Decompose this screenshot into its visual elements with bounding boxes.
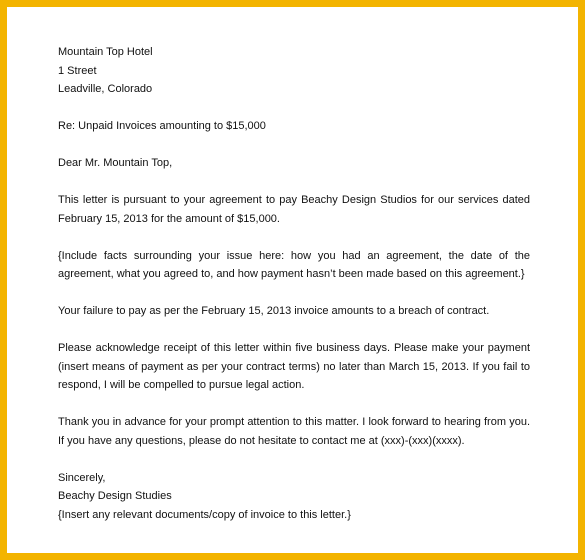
closing-company: Beachy Design Studies — [58, 490, 172, 502]
salutation: Dear Mr. Mountain Top, — [58, 157, 173, 169]
recipient-city: Leadville, Colorado — [58, 83, 153, 95]
paragraph-acknowledge: Please acknowledge receipt of this letter within five business days. Please make your payment (insert means of payment as per your contract terms) no later than March 15, 2013. If you fail to respond, I will be compelled to pursue legal action. — [58, 342, 530, 391]
letter-body — [58, 43, 530, 524]
paragraph-breach: Your failure to pay as per the February 15, 2013 invoice amounts to a breach of contract. — [58, 305, 490, 317]
closing-signoff: Sincerely, — [58, 471, 106, 484]
recipient-street: 1 Street — [58, 64, 97, 77]
paragraph-facts-placeholder: {Include facts surrounding your issue here: how you had an agreement, the date of the agreement, what you agreed to, and how payment hasn’t been made based on this agreement.} — [58, 249, 530, 280]
closing-enclosure-note: {Insert any relevant documents/copy of invoice to this letter.} — [58, 508, 351, 521]
paragraph-agreement: This letter is pursuant to your agreement to pay Beachy Design Studios for our services dated February 15, 2013 for the amount of $15,000. — [58, 194, 530, 225]
subject-line: Re: Unpaid Invoices amounting to $15,000 — [58, 120, 266, 132]
paragraph-thanks: Thank you in advance for your prompt attention to this matter. I look forward to hearing from you. If you have any questions, please do not hesitate to contact me at (xxx)-(xxx)(xxxx). — [58, 416, 530, 447]
recipient-name: Mountain Top Hotel — [58, 46, 153, 58]
